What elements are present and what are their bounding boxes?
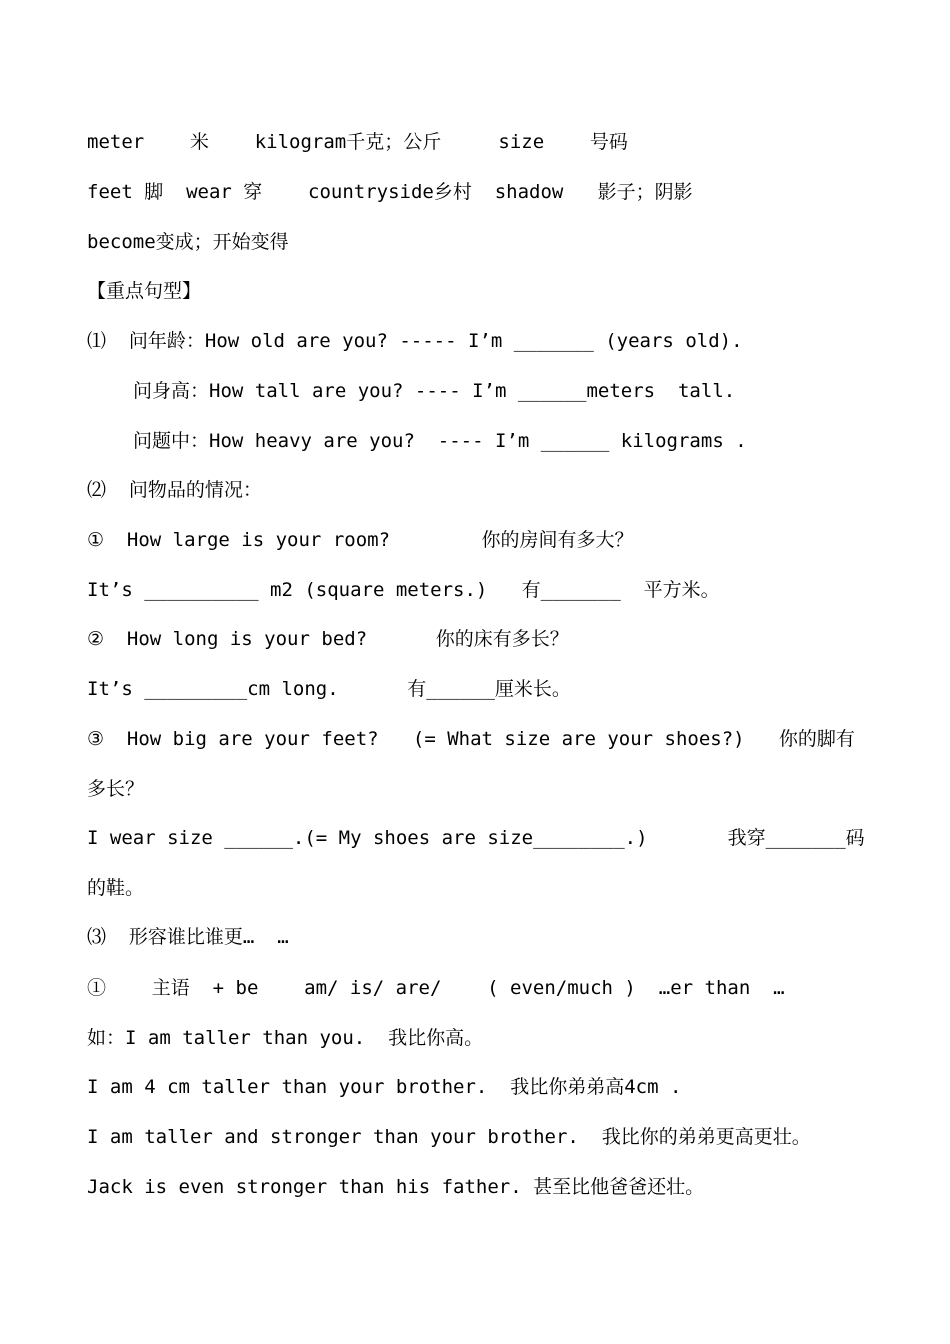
pattern-items-heading: ⑵ 问物品的情况： xyxy=(87,479,262,501)
section-heading: 【重点句型】 xyxy=(87,280,202,302)
answer-feet-wrap: 的鞋。 xyxy=(87,877,145,899)
pattern-height: 问身高：How tall are you? ---- I’m ______meters tall. xyxy=(133,380,736,402)
example-1: 如：I am taller than you. 我比你高。 xyxy=(87,1027,484,1049)
example-4: Jack is even stronger than his father. 甚至比他爸爸还壮。 xyxy=(87,1176,705,1198)
answer-room: It’s __________ m2 (square meters.) 有_______ 平方米。 xyxy=(87,579,720,601)
example-2: I am 4 cm taller than your brother. 我比你弟弟高4cm . xyxy=(87,1076,682,1098)
vocab-line-2: feet 脚 wear 穿 countryside乡村 shadow 影子；阴影 xyxy=(87,181,693,203)
vocab-line-3: become变成；开始变得 xyxy=(87,231,289,253)
pattern-weight: 问题中：How heavy are you? ---- I’m ______ kilograms . xyxy=(133,430,747,452)
answer-bed: It’s _________cm long. 有______厘米长。 xyxy=(87,678,571,700)
example-3: I am taller and stronger than your brother. 我比你的弟弟更高更壮。 xyxy=(87,1126,811,1148)
comparison-heading: ⑶ 形容谁比谁更… … xyxy=(87,926,289,948)
question-room: ① How large is your room? 你的房间有多大？ xyxy=(87,529,634,551)
comparison-pattern: ① 主语 + be am/ is/ are/ ( even/much ) …er than … xyxy=(87,977,785,999)
question-bed: ② How long is your bed? 你的床有多长？ xyxy=(87,628,569,650)
question-feet: ③ How big are your feet? (= What size are your shoes?) 你的脚有 xyxy=(87,728,855,750)
question-feet-wrap: 多长？ xyxy=(87,778,145,800)
vocab-line-1: meter 米 kilogram千克；公斤 size 号码 xyxy=(87,131,628,153)
pattern-age: ⑴ 问年龄：How old are you? ----- I’m _______ (years old). xyxy=(87,330,743,352)
answer-feet: I wear size ______.(= My shoes are size________.) 我穿_______码 xyxy=(87,827,865,849)
